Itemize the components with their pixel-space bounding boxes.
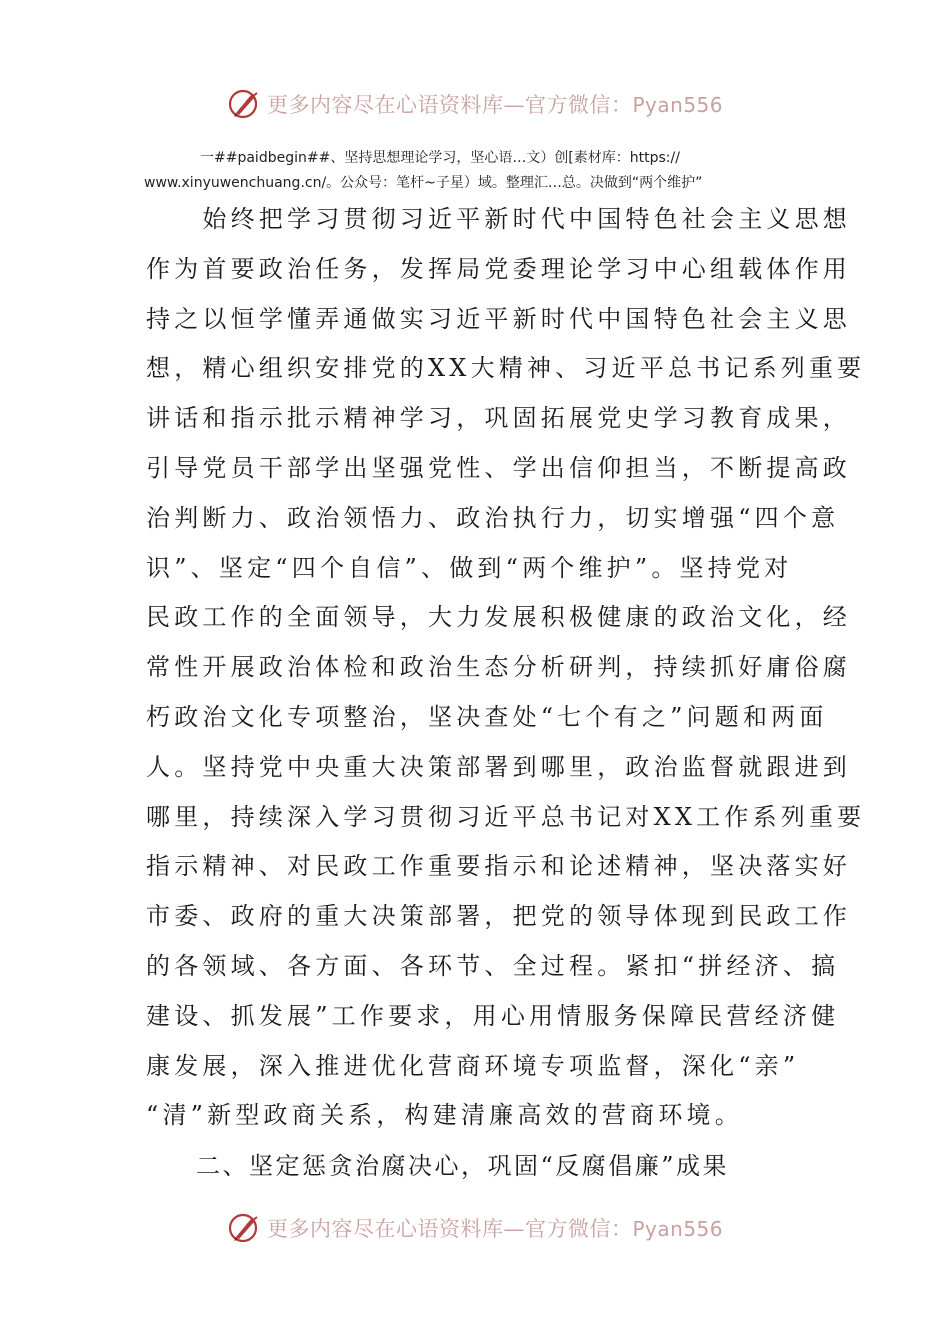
- pen-logo-icon: [227, 87, 261, 121]
- banner-wechat-id: Pyan556: [632, 93, 723, 117]
- body-line: 治判断力、政治领悟力、政治执行力，切实增强“四个意: [146, 503, 840, 532]
- banner-text: [267, 89, 723, 119]
- body-line: 市委、政府的重大决策部署，把党的领导体现到民政工作: [146, 902, 851, 931]
- intro-line-2: www.xinyuwenchuang.cn/。公众号：笔杆~子星）域。整理汇…总。决做到“两个维护”: [144, 175, 703, 191]
- banner-wechat-id: Pyan556: [632, 1217, 723, 1241]
- body-line: 讲话和指示批示精神学习，巩固拓展党史学习教育成果，: [146, 404, 851, 433]
- body-line: 指示精神、对民政工作重要指示和论述精神，坚决落实好: [146, 852, 851, 881]
- intro-line-1: 一##paidbegin##、坚持思想理论学习，坚心语…文）创[素材库：https://: [200, 150, 680, 166]
- body-line: 康发展，深入推进优化营商环境专项监督，深化“亲”: [146, 1051, 800, 1080]
- banner-text: [267, 1213, 723, 1243]
- body-line: 哪里，持续深入学习贯彻习近平总书记对XX工作系列重要: [146, 802, 866, 831]
- footer-banner: [0, 1208, 950, 1248]
- body-line: “清”新型政商关系，构建清廉高效的营商环境。: [146, 1101, 743, 1130]
- header-banner: [0, 84, 950, 124]
- body-line: 作为首要政治任务，发挥局党委理论学习中心组载体作用: [146, 254, 851, 283]
- body-line: 始终把学习贯彻习近平新时代中国特色社会主义思想: [146, 205, 851, 233]
- body-line: 常性开展政治体检和政治生态分析研判，持续抓好庸俗腐: [146, 653, 851, 682]
- banner-text-cn: 更多内容尽在心语资料库—官方微信：: [266, 1217, 633, 1241]
- banner-text-cn: 更多内容尽在心语资料库—官方微信：: [266, 93, 633, 117]
- pen-logo-icon: [227, 1211, 261, 1245]
- body-line: 引导党员干部学出坚强党性、学出信仰担当，不断提高政: [146, 453, 851, 482]
- intro-block: [144, 146, 808, 196]
- body-line: 民政工作的全面领导，大力发展积极健康的政治文化，经: [146, 603, 851, 632]
- body-line: 朽政治文化专项整治，坚决查处“七个有之”问题和两面: [146, 702, 828, 731]
- body-line: 的各领域、各方面、各环节、全过程。紧扣“拼经济、搞: [146, 951, 840, 980]
- body-paragraph: [146, 195, 866, 1141]
- section-heading: 二、坚定惩贪治腐决心，巩固“反腐倡廉”成果: [196, 1152, 730, 1180]
- body-line: 持之以恒学懂弄通做实习近平新时代中国特色社会主义思: [146, 304, 851, 333]
- body-line: 识”、坚定“四个自信”、做到“两个维护”。坚持党对: [146, 553, 793, 582]
- body-line: 人。坚持党中央重大决策部署到哪里，政治监督就跟进到: [146, 752, 851, 781]
- body-line: 建设、抓发展”工作要求，用心用情服务保障民营经济健: [146, 1001, 840, 1030]
- body-line: 想，精心组织安排党的XX大精神、习近平总书记系列重要: [146, 354, 866, 383]
